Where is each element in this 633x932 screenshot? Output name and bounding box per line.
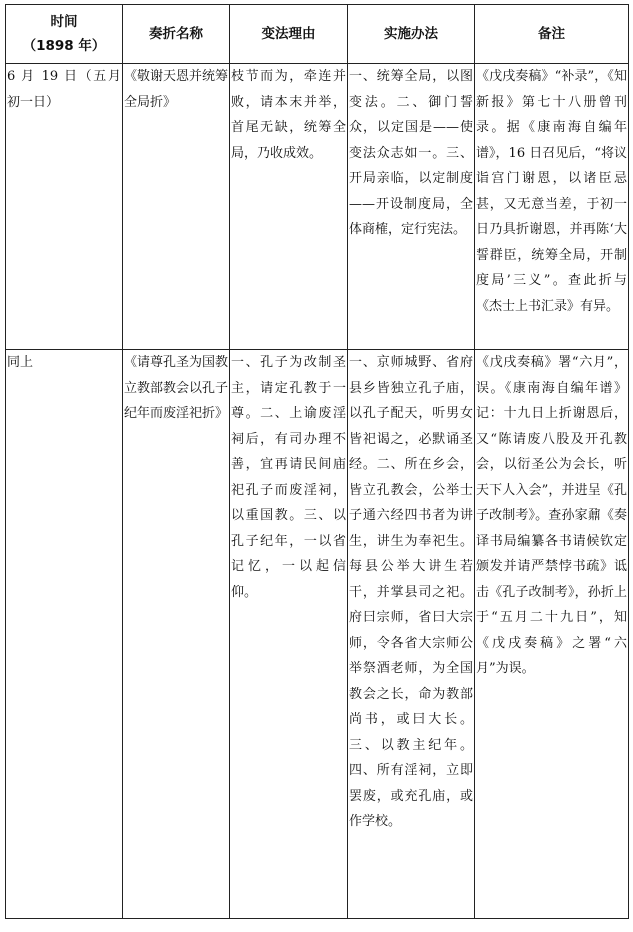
cell-implementation: 一、京师城野、省府县乡皆独立孔子庙，以孔子配天，听男女皆祀谒之，必默诵圣经。二、所在乡会，皆立孔教会，公举士子通六经四书者为讲生，讲生为奉祀生。每县公举大讲生若干，并掌县司之祀。府曰宗师，省曰大宗师，令各省大宗师公举祭酒老师，为全国教会之长，命为教部尚书，或曰大长。三、以教主纪年。四、所有淫祠，立即罢废，或充孔庙，或作学校。 — [348, 350, 475, 919]
cell-reform-reason: 一、孔子为改制圣主，请定孔教于一尊。二、上谕废淫祠后，有司办理不善，宜再请民间庙祀孔子而废淫祠，以重国教。三、以孔子纪年，一以省记忆，一以起信仰。 — [230, 350, 348, 919]
cell-reform-reason: 枝节而为，牵连并败，请本末并举，首尾无缺，统筹全局，乃收成效。 — [230, 64, 348, 350]
cell-note: 《戊戌奏稿》“补录”，《知新报》第七十八册曾刊录。据《康南海自编年谱》，16 日召见后，“将议诣宫门谢恩，以诸臣忌甚，又无意当差，于初一日乃具折谢恩，并再陈‘大誓群臣，统筹全局，开制度局’三义”。查此折与《杰士上书汇录》有异。 — [475, 64, 629, 350]
cell-time: 同上 — [6, 350, 123, 919]
header-memorial-name: 奏折名称 — [123, 5, 230, 64]
cell-time: 6 月 19 日（五月初一日） — [6, 64, 123, 350]
header-implementation: 实施办法 — [348, 5, 475, 64]
reform-memorials-table — [5, 4, 629, 919]
header-reform-reason: 变法理由 — [230, 5, 348, 64]
cell-note: 《戊戌奏稿》署“六月”，误。《康南海自编年谱》记：十九日上折谢恩后，又“陈请废八股及开孔教会，以衍圣公为会长，听天下人入会”，并进呈《孔子改制考》。查孙家鼐《奏译书局编纂各书请候钦定颁发并请严禁悖书疏》诋击《孔子改制考》，孙折上于“五月二十九日”，知《戊戌奏稿》之署“六月”为误。 — [475, 350, 629, 919]
header-time-label: 时间 — [50, 14, 78, 30]
header-time — [6, 5, 123, 64]
cell-implementation: 一、统筹全局，以图变法。二、御门誓众，以定国是——使变法众志如一。三、开局亲临，以定制度——开设制度局，全体商榷，定行宪法。 — [348, 64, 475, 350]
header-time-year: （1898 年） — [22, 38, 106, 54]
table-row — [6, 64, 629, 350]
cell-memorial-name: 《请尊孔圣为国教立教部教会以孔子纪年而废淫祀折》 — [123, 350, 230, 919]
header-note: 备注 — [475, 5, 629, 64]
table-header-row — [6, 5, 629, 64]
table-row — [6, 350, 629, 919]
cell-memorial-name: 《敬谢天恩并统筹全局折》 — [123, 64, 230, 350]
